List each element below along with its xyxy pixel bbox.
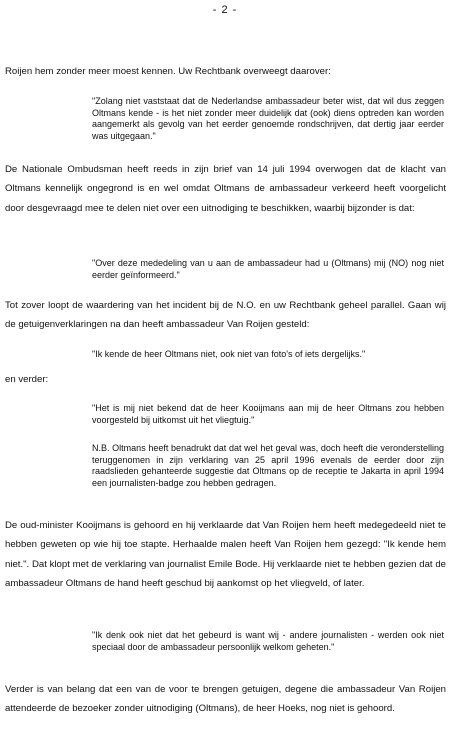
paragraph-1: Roijen hem zonder meer moest kennen. Uw Rechtbank overweegt daarover: (5, 66, 331, 77)
quote-ombudsman: "Over deze mededeling van u aan de ambassadeur had u (Oltmans) mij (NO) nog niet eerder geïnformeerd." (92, 258, 444, 280)
quote-van-roijen-1: "Ik kende de heer Oltmans niet, ook niet van foto's of iets dergelijks." (92, 349, 366, 359)
paragraph-3: Tot zover loopt de waardering van het incident bij de N.O. en uw Rechtbank geheel parallel. Gaan wij de getuigenverklaringen na dan heeft ambassadeur Van Roijen gesteld: (5, 300, 446, 331)
note-nb: N.B. Oltmans heeft benadrukt dat dat wel het geval was, doch heeft die veronderstelling teruggenomen in zijn verklaring van 25 april 1996 evenals de eerder door zijn raadslieden gehanteerde suggestie dat Oltmans op de receptie te Jakarta in april 1994 een journalisten-badge zou hebben gedragen. (92, 443, 444, 488)
page-number: - 2 - (212, 4, 238, 16)
paragraph-4: De oud-minister Kooijmans is gehoord en hij verklaarde dat Van Roijen hem heeft medegedeeld niet te hebben geweten op wie hij toe stapte. Herhaalde malen heeft Van Roijen hem gezegd: "Ik kende hem niet.". Dat klopt met de verklaring van journalist Emile Bode. Hij verklaarde niet te hebben gezien dat de ambassadeur Oltmans de hand heeft geschud bij aankomst op het vliegveld, of later. (5, 520, 446, 589)
paragraph-2: De Nationale Ombudsman heeft reeds in zijn brief van 14 juli 1994 overwogen dat de klacht van Oltmans kennelijk ongegrond is en wel omdat Oltmans de ambassadeur verkeerd heeft voorgelicht door desgevraagd mee te delen niet over een uitnodiging te beschikken, waarbij bijzonder is dat: (5, 164, 446, 214)
paragraph-5: Verder is van belang dat een van de voor te brengen getuigen, degene die ambassadeur Van Roijen attendeerde de bezoeker zonder uitnodiging (Oltmans), de heer Hoeks, nog niet is gehoord. (5, 684, 446, 715)
quote-bode: "Ik denk ook niet dat het gebeurd is want wij - andere journalisten - werden ook niet speciaal door de ambassadeur persoonlijk welkom geheten." (92, 630, 444, 652)
label-en-verder: en verder: (5, 374, 49, 385)
quote-rechtbank: "Zolang niet vaststaat dat de Nederlandse ambassadeur beter wist, dat wil dus zeggen Oltmans kende - is het niet zonder meer duidelijk dat (ook) diens optreden kan worden aangemerkt als gevolg van het eerder genoemde rondschrijven, dat dertig jaar eerder was uitgegaan." (92, 96, 444, 141)
quote-van-roijen-2: "Het is mij niet bekend dat de heer Kooijmans aan mij de heer Oltmans zou hebben voorgesteld bij uitkomst uit het vliegtuig." (92, 403, 444, 425)
